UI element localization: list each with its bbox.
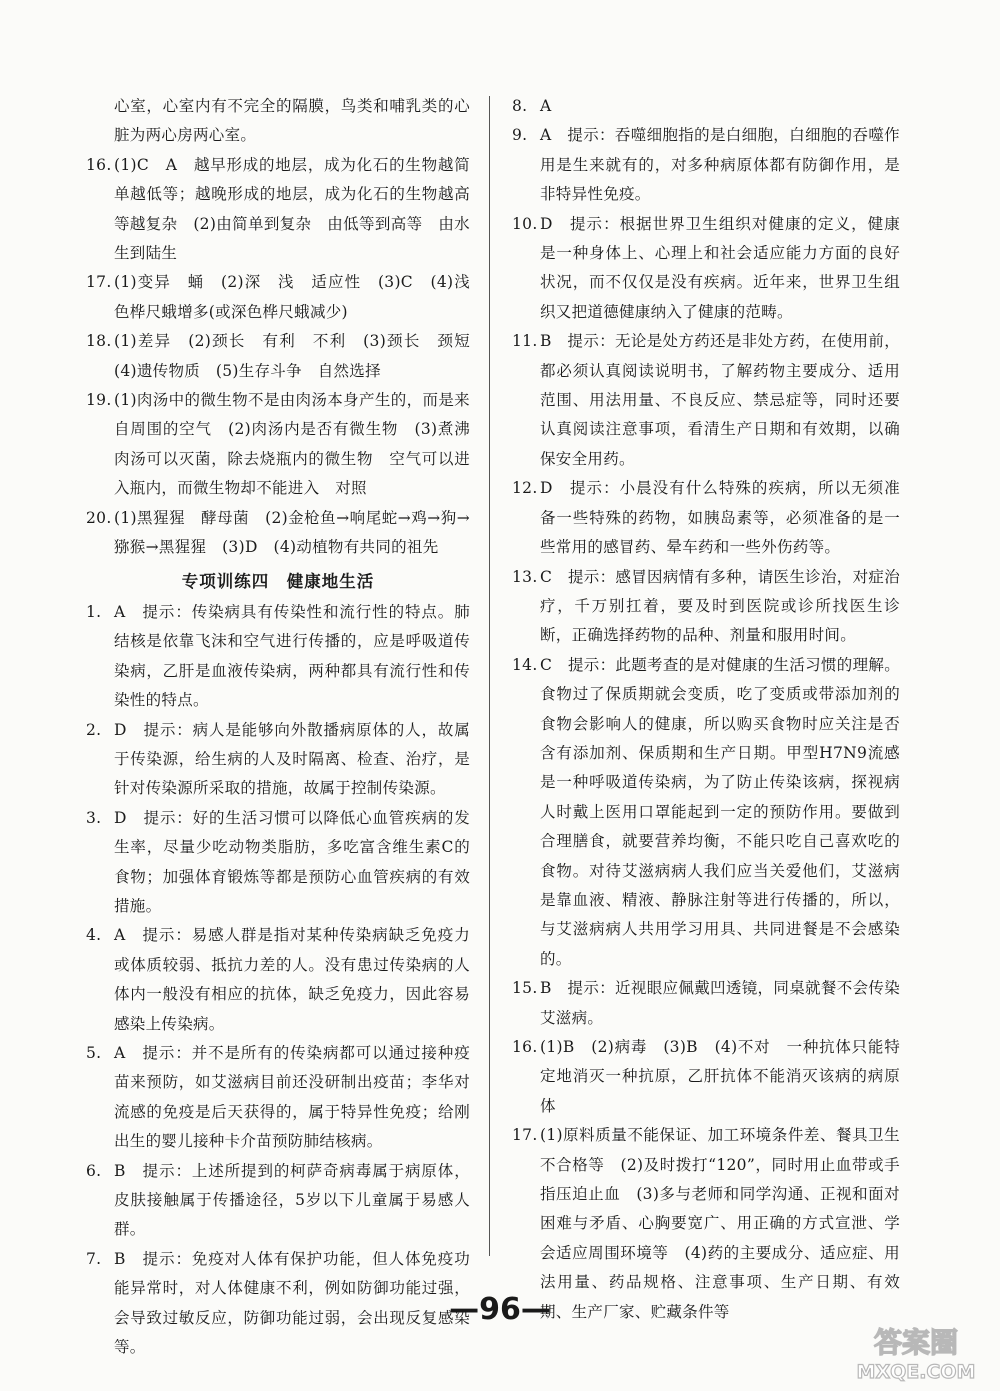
item-number: 12. [512, 479, 538, 498]
page-number: —96— [449, 1292, 551, 1327]
item-text: A 提示：传染病具有传染性和流行性的特点。肺结核是依靠飞沫和空气进行传播的，应是呼吸道传染病，乙肝是血液传染病，两种都具有流行性和传染性的特点。 [114, 602, 470, 710]
item-number: 11. [512, 332, 538, 351]
answer-item [86, 804, 470, 922]
item-text: (1)B (2)病毒 (3)B (4)不对 一种抗体只能特定地消灭一种抗原，乙肝抗体不能消灭该病的病原体 [540, 1038, 900, 1115]
item-number: 2. [86, 720, 102, 739]
item-text: (1)原料质量不能保证、加工环境条件差、餐具卫生不合格等 (2)及时拨打“120”，同时用止血带或手指压迫止血 (3)多与老师和同学沟通、正视和面对困难与矛盾、心胸要宽广、用正确的方式宣泄、学会适应周围环境等 (4)药的主要成分、适应症、用法用量、药品规格、注意事项、生产日期、有效期、生产厂家、贮藏条件等 [540, 1126, 900, 1321]
item-number: 3. [86, 808, 102, 827]
item-number: 17. [512, 1126, 538, 1145]
item-number: 14. [512, 655, 538, 674]
item-text: A 提示：吞噬细胞指的是白细胞，白细胞的吞噬作用是生来就有的，对多种病原体都有防御作用，是非特异性免疫。 [540, 126, 900, 204]
item-text: B 提示：无论是处方药还是非处方药，在使用前，都必须认真阅读说明书，了解药物主要成分、适用范围、用法用量、不良反应、禁忌症等，同时还要认真阅读注意事项，看清生产日期和有效期，以确保安全用药。 [540, 332, 900, 468]
item-number: 10. [512, 214, 538, 233]
item-text: (1)肉汤中的微生物不是由肉汤本身产生的，而是来自周围的空气 (2)肉汤内是否有微生物 (3)煮沸肉汤可以灭菌，除去烧瓶内的微生物 空气可以进入瓶内，而微生物却不能进入 对照 [114, 391, 470, 498]
answer-item [86, 327, 486, 386]
item-text: (1)黑猩猩 酵母菌 (2)金枪鱼→响尾蛇→鸡→狗→猕猴→黑猩猩 (3)D (4)动植物有共同的祖先 [114, 508, 470, 557]
item-number: 16. [512, 1038, 538, 1056]
item-number: 5. [86, 1044, 102, 1062]
item-text: B 提示：免疫对人体有保护功能，但人体免疫功能异常时，对人体健康不利，例如防御功能过强，会导致过敏反应，防御功能过弱，会出现反复感染等。 [114, 1249, 470, 1357]
answer-item [512, 651, 900, 974]
item-text: A [540, 97, 552, 115]
item-number: 7. [86, 1249, 102, 1268]
item-number: 20. [86, 508, 112, 527]
answer-item [512, 563, 900, 651]
item-text: C 提示：此题考查的是对健康的生活习惯的理解。食物过了保质期就会变质，吃了变质或带添加剂的食物会影响人的健康，所以购买食物时应关注是否含有添加剂、保质期和生产日期。甲型H7N9流感是一种呼吸道传染病，为了防止传染该病，探视病人时戴上医用口罩能起到一定的预防作用。要做到合理膳食，就要营养均衡，不能只吃自己喜欢吃的食物。对待艾滋病病人我们应当关爱他们，艾滋病是靠血液、精液、静脉注射等进行传播的，所以，与艾滋病病人共用学习用具、共同进餐是不会感染的。 [540, 655, 900, 968]
answer-item [86, 268, 470, 327]
item-number: 13. [512, 567, 538, 586]
answer-item [512, 327, 900, 474]
item-number: 9. [512, 126, 528, 145]
item-text: (1)C A 越早形成的地层，成为化石的生物越简单越低等；越晚形成的地层，成为化石的生物越高等越复杂 (2)由简单到复杂 由低等到高等 由水生到陆生 [114, 155, 470, 263]
item-number: 6. [86, 1161, 102, 1180]
answer-item [86, 716, 470, 804]
answer-item [512, 210, 900, 328]
answer-item [86, 151, 470, 269]
item-number: 18. [86, 332, 112, 351]
answer-item [512, 92, 900, 121]
watermark-logo [846, 1318, 986, 1384]
answer-item [86, 598, 470, 716]
item-text: A 提示：并不是所有的传染病都可以通过接种疫苗来预防，如艾滋病目前还没研制出疫苗；李华对流感的免疫是后天获得的，属于特异性免疫；给刚出生的婴儿接种卡介苗预防肺结核病。 [114, 1044, 470, 1151]
watermark-url: MXQE.COM [856, 1361, 976, 1383]
item-text: D 提示：病人是能够向外散播病原体的人，故属于传染源，给生病的人及时隔离、检查、治疗，是针对传染源所采取的措施，故属于控制传染源。 [114, 720, 470, 798]
item-text: B 提示：上述所提到的柯萨奇病毒属于病原体，皮肤接触属于传播途径，5岁以下儿童属于易感人群。 [114, 1161, 470, 1239]
item-number: 17. [86, 273, 112, 292]
answer-item [86, 504, 470, 563]
continuation-text: 心室，心室内有不完全的隔膜，鸟类和哺乳类的心脏为两心房两心室。 [114, 97, 470, 145]
answer-item [512, 474, 900, 562]
answer-item [512, 1033, 900, 1121]
item-text: C 提示：感冒因病情有多种，请医生诊治，对症治疗，千万别扛着，要及时到医院或诊所找医生诊断，正确选择药物的品种、剂量和服用时间。 [540, 567, 900, 645]
item-number: 15. [512, 979, 538, 998]
section-title: 专项训练四 健康地生活 [181, 571, 375, 591]
column-divider [489, 96, 490, 1256]
item-number: 19. [86, 391, 112, 410]
item-text: B 提示：近视眼应佩戴凹透镜，同桌就餐不会传染艾滋病。 [540, 979, 900, 1027]
item-number: 16. [86, 155, 112, 174]
answer-item [512, 121, 900, 209]
watermark-title: 答案圈 [873, 1326, 959, 1359]
item-number: 1. [86, 602, 102, 621]
item-text: D 提示：小晨没有什么特殊的疾病，所以无须准备一些特殊的药物，如胰岛素等，必须准备的是一些常用的感冒药、晕车药和一些外伤药等。 [540, 479, 900, 557]
answer-item [86, 1039, 470, 1157]
left-column [86, 92, 486, 1362]
answer-item [86, 386, 470, 504]
answer-item [86, 921, 470, 1039]
item-text: A 提示：易感人群是指对某种传染病缺乏免疫力或体质较弱、抵抗力差的人。没有患过传染病的人体内一般没有相应的抗体，缺乏免疫力，因此容易感染上传染病。 [114, 926, 470, 1033]
answer-item [86, 1157, 470, 1245]
item-text: (1)差异 (2)颈长 有利 不利 (3)颈长 颈短 (4)遗传物质 (5)生存斗争 自然选择 [114, 332, 486, 380]
item-text: D 提示：根据世界卫生组织对健康的定义，健康是一种身体上、心理上和社会适应能力方面的良好状况，而不仅仅是没有疾病。近年来，世界卫生组织又把道德健康纳入了健康的范畴。 [540, 214, 900, 321]
item-text: D 提示：好的生活习惯可以降低心血管疾病的发生率，尽量少吃动物类脂肪，多吃富含维生素C的食物；加强体育锻炼等都是预防心血管疾病的有效措施。 [114, 808, 470, 915]
right-column [512, 92, 900, 1327]
item-text: (1)变异 蛹 (2)深 浅 适应性 (3)C (4)浅色桦尺蛾增多(或深色桦尺蛾减少) [114, 273, 470, 321]
item-number: 8. [512, 97, 528, 115]
item-number: 4. [86, 926, 102, 945]
answer-item [512, 974, 900, 1033]
